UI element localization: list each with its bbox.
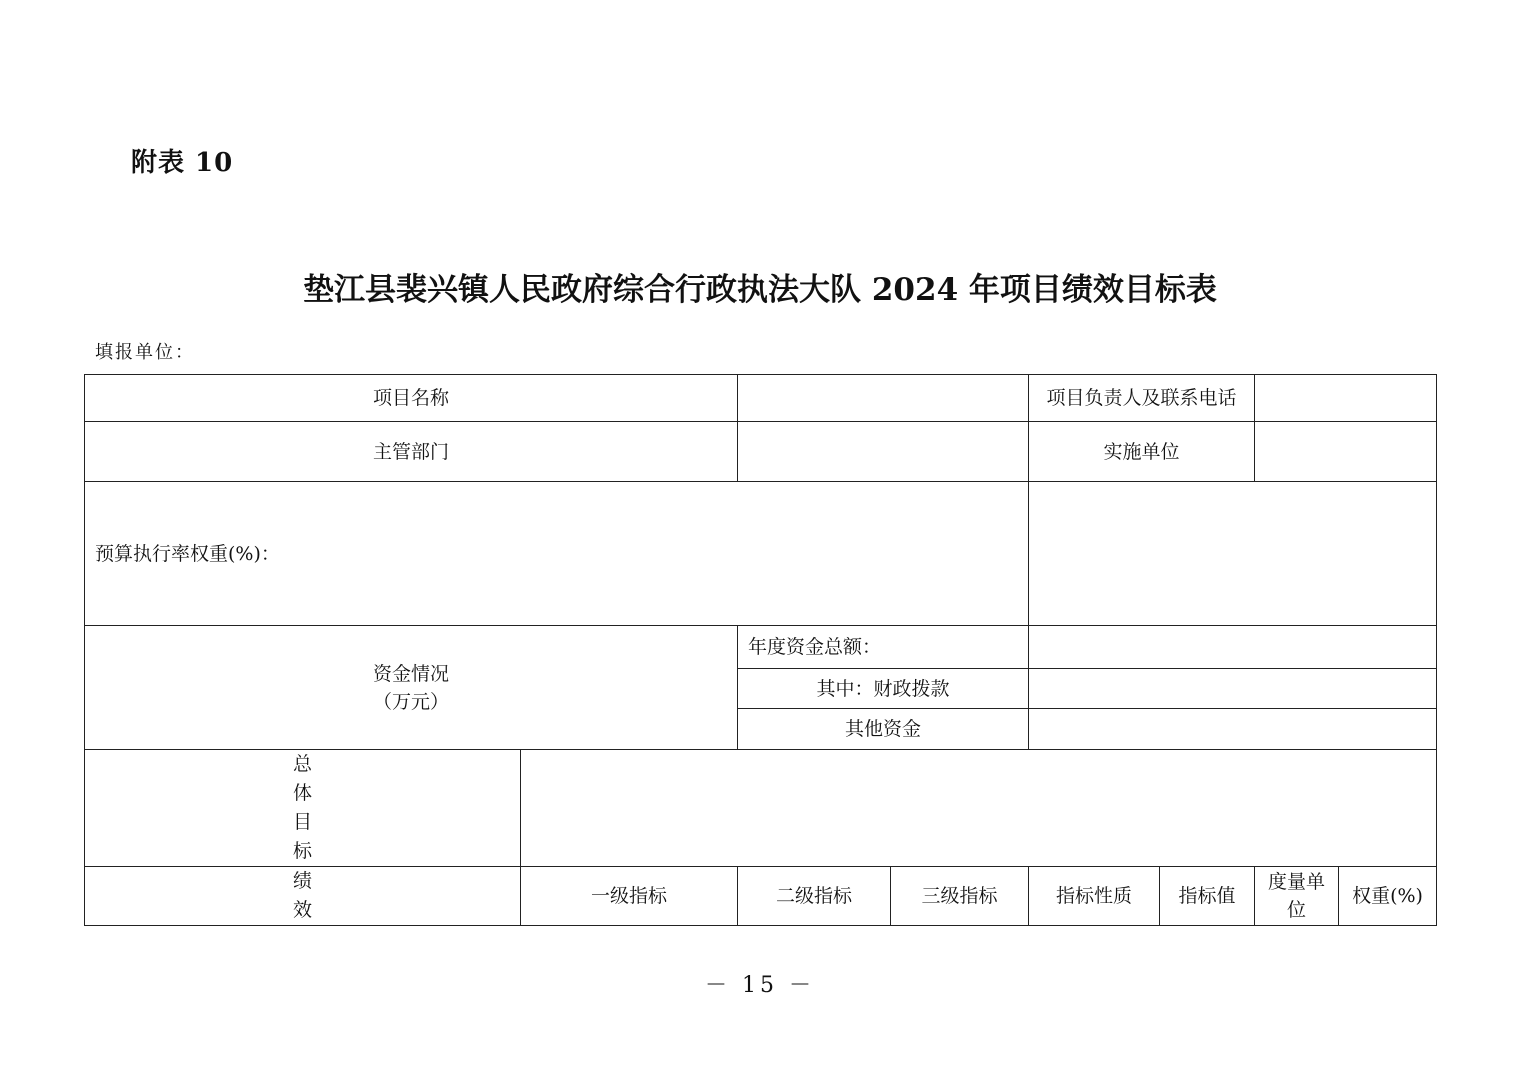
project-lead-cell[interactable] — [1255, 375, 1437, 422]
overall-goal-row — [85, 750, 1437, 867]
header-unit: 度量单位 — [1255, 867, 1339, 926]
header-level3: 三级指标 — [891, 867, 1029, 926]
funds-label — [85, 626, 738, 750]
attachment-label: 附表 10 — [131, 148, 234, 178]
project-lead-label: 项目负责人及联系电话 — [1029, 375, 1255, 422]
funds-label-line2: （万元） — [373, 690, 450, 713]
implementer-cell[interactable] — [1255, 422, 1437, 482]
overall-goal-label: 总体目标 — [292, 753, 312, 862]
funds-label-line1: 资金情况 — [373, 662, 450, 685]
annual-total-cell[interactable] — [1029, 626, 1437, 669]
filler-unit-label: 填报单位： — [95, 342, 195, 363]
document-title: 垫江县裴兴镇人民政府综合行政执法大队 2024 年项目绩效目标表 — [303, 272, 1217, 308]
performance-label: 绩效 — [292, 870, 312, 921]
annual-funds-row — [85, 626, 1437, 669]
header-value: 指标值 — [1160, 867, 1255, 926]
fiscal-cell[interactable] — [1029, 669, 1437, 709]
budget-weight-cell[interactable] — [1029, 482, 1437, 626]
budget-weight-row — [85, 482, 1437, 626]
performance-target-table — [84, 374, 1437, 926]
project-name-label: 项目名称 — [85, 375, 738, 422]
header-weight: 权重(%) — [1339, 867, 1437, 926]
fiscal-label: 其中：财政拨款 — [738, 669, 1029, 709]
other-funds-cell[interactable] — [1029, 709, 1437, 750]
header-level2: 二级指标 — [738, 867, 891, 926]
project-name-cell[interactable] — [738, 375, 1029, 422]
department-label: 主管部门 — [85, 422, 738, 482]
other-funds-label: 其他资金 — [738, 709, 1029, 750]
department-cell[interactable] — [738, 422, 1029, 482]
performance-label-cell — [85, 867, 521, 926]
header-level1: 一级指标 — [521, 867, 738, 926]
indicator-header-row — [85, 867, 1437, 926]
budget-weight-label: 预算执行率权重(%)： — [85, 482, 1029, 626]
overall-goal-cell[interactable] — [521, 750, 1437, 867]
project-name-row — [85, 375, 1437, 422]
overall-goal-label-cell — [85, 750, 521, 867]
implementer-label: 实施单位 — [1029, 422, 1255, 482]
header-nature: 指标性质 — [1029, 867, 1160, 926]
annual-total-label: 年度资金总额： — [738, 626, 1029, 669]
department-row — [85, 422, 1437, 482]
page-number: － 15 － — [705, 973, 815, 998]
